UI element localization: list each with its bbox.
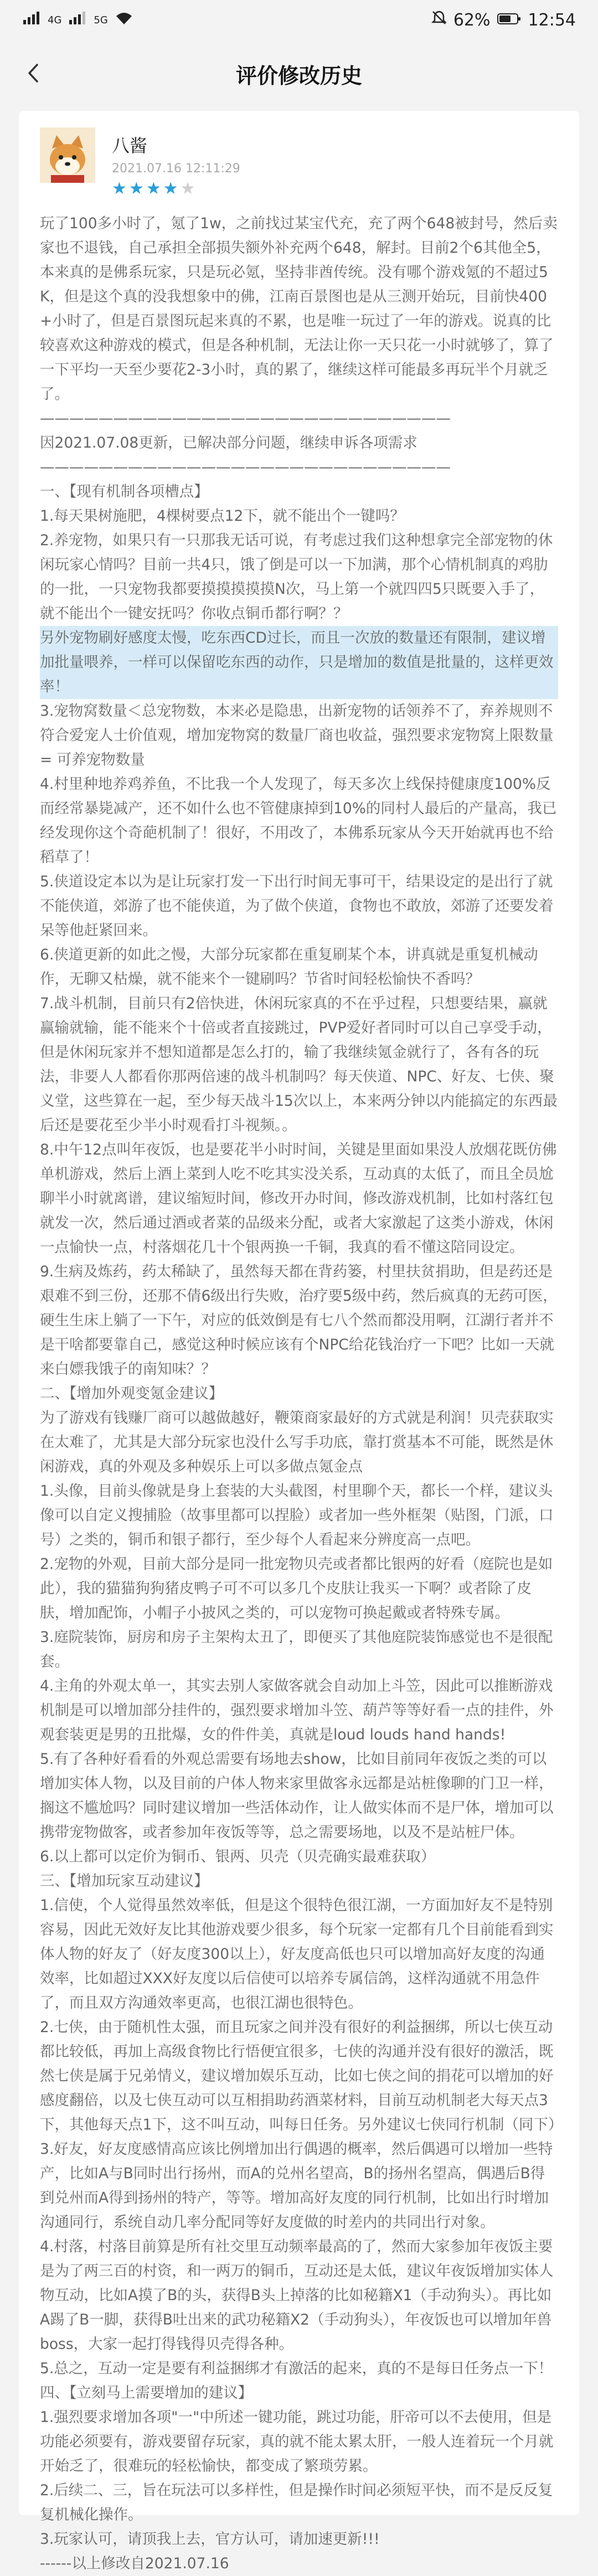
battery-icon: [497, 11, 522, 30]
divider-line: ————————————————————————————: [40, 410, 451, 427]
section-heading-1: 一、【现有机制各项槽点】: [40, 483, 209, 500]
list-item: 6.侠道更新的如此之慢，大部分玩家都在重复刷某个本，讲真就是重复机械动作，无聊又枯燥，就不能来个一键刷吗？节省时间轻松愉快不香吗？: [40, 946, 538, 988]
list-item: 4.村里种地养鸡养鱼，不比我一个人发现了，每天多次上线保持健康度100%反而经常暴毙减产，还不如什么也不管健康掉到10%的同村人最后的产量高，我已经发现你这个奇葩机制了！很好，不用改了，本佛系玩家从今天开始就再也不给稻草了！: [40, 776, 557, 866]
battery-percent: 62%: [453, 10, 491, 30]
section-heading-2: 二、【增加外观变氪金建议】: [40, 1385, 224, 1402]
reviewer-info: [112, 132, 240, 198]
list-item: 3.庭院装饰，厨房和房子主架构太丑了，即便买了其他庭院装饰感觉也不是很配套。: [40, 1629, 553, 1670]
list-item: 2.宠物的外观，目前大部分是同一批宠物贝壳或者都比银两的好看（庭院也是如此），我的猫猫狗狗猪皮鸭子可不可以多几个皮肤让我买一下啊？或者除了皮肤，增加配饰，小帽子小披风之类的，可以宠物可换起戴或者特殊专属。: [40, 1556, 553, 1621]
wifi-icon: [115, 11, 133, 30]
list-item: 3.宠物窝数量＜总宠物数，本来必是隐患，出新宠物的话领养不了，弃养规则不符合爱宠人士价值观，增加宠物窝的数量厂商也收益，强烈要求宠物窝上限数量 = 可养宠物数量: [40, 702, 558, 768]
avatar[interactable]: [40, 127, 95, 183]
section-heading-3: 三、【增加玩家互动建议】: [40, 1872, 209, 1890]
list-item: 4.村落，村落目前算是所有社交里互动频率最高的了，然而大家参加年夜饭主要是为了两三百的村资，和一两万的铜币，互动还是太低，建议年夜饭增加实体人物互动，比如A摸了B的头，获得B头上掉落的比如秘籍X1（手动狗头）。再比如A踢了B一脚，获得B吐出来的武功秘籍X2（手动狗头），年夜饭也可以增加年兽boss，大家一起打得钱得贝壳得各种。: [40, 2238, 554, 2353]
star-icon: ★: [163, 179, 181, 198]
edit-footer-note: ------以上修改自2021.07.16: [40, 2555, 229, 2572]
divider-line: ————————————————————————————: [40, 459, 451, 476]
list-item: 1.每天果树施肥，4棵树要点12下，就不能出个一键吗？: [40, 507, 405, 525]
list-item: 5.侠道设定本以为是让玩家打发一下出行时间无事可干，结果设定的是出行了就不能侠道，郊游了也不能侠道，为了做个侠道，食物也不敢放，郊游了还要发着呆等他赶紧回来。: [40, 873, 554, 939]
list-item: 9.生病及炼药，药太稀缺了，虽然每天都在背药篓，村里扶贫捐助，但是药还是艰难不到三份，还那不倩6级出行失败，治疗要5级中药，然后疯真的无药可医，硬生生床上躺了一下午，对应的低效倒是有七八个然而都没用啊，江湖行者并不是干啥都要靠自己，感觉这种时候应该有个NPC给花钱治疗一下吧？比如一天就来白嫖我饿子的南知味？？: [40, 1263, 558, 1378]
star-icon: ★: [112, 179, 129, 198]
list-item: 4.主角的外观太单一，其实去别人家做客就会自动加上斗笠，因此可以推断游戏机制是可以增加部分挂件的，强烈要求增加斗笠、葫芦等等好看一点的挂件，外观套装更是男的丑批爆，女的件件美，真就是loud louds hand hands!: [40, 1677, 554, 1743]
list-item: 5.有了各种好看看的外观总需要有场地去show，比如目前同年夜饭之类的可以增加实体人物，以及目前的户体人物来家里做客永远都是站桩像聊的门卫一样，搁这不尴尬吗？同时建议增加一些活体动作，让人做实体而不是尸体，增加可以携带宠物做客，或者参加年夜饭等等，总之需要场地，以及不是站桩尸体。: [40, 1751, 554, 1841]
mute-bell-icon: [431, 10, 447, 30]
status-right: [431, 10, 576, 30]
list-item: 2.七侠，由于随机性太强，而且玩家之间并没有很好的利益捆绑，所以七侠互动都比较低，再加上高级食物比行悟便宜很多，七侠的沟通并没有很好的激活，既然七侠是属于兄弟情义，建议增加娱乐互动，比如七侠之间的捐花可以增加的好感度翻倍，以及七侠互动可以互相捐助药酒菜材料，目前互动机制老大每天点3下，其他每天点1下，这不叫互动，叫每日任务。另外建议七侠同行机制（同下）: [40, 2019, 563, 2133]
star-icon: ★: [146, 179, 163, 198]
list-item: 1.头像，目前头像就是身上套装的大头截图，村里聊个天，都长一个样，建议头像可以自定义搜捕脸（故事里都可以捏脸）或者加一些外框架（贴图，门派，口号）之类的，铜币和银子都行，至少每个人看起来分辨度高一点吧。: [40, 1482, 554, 1548]
status-bar: [0, 0, 598, 40]
list-item: 7.战斗机制，目前只有2倍快进，休闲玩家真的不在乎过程，只想要结果，赢就赢输就输，能不能来个十倍或者直接跳过，PVP爱好者同时可以自己享受手动，但是休闲玩家并不想知道都是怎么打的，输了我继续氪金就行了，各有各的玩法，非要人人都看你那两倍速的战斗机制吗？每天侠道、NPC、好友、七侠、聚义堂，这些算在一起，至少每天战斗15次以上，本来两分钟以内能搞定的东西最后还是要花至少半小时观看打斗视频。。: [40, 995, 558, 1134]
list-item: 3.好友，好友度感情高应该比例增加出行偶遇的概率，然后偶遇可以增加一些特产，比如A与B同时出行扬州，而A的兑州名望高，B的扬州名望高，偶遇后B得到兑州而A得到扬州的特产，等等。增加高好友度的同行机制，比如出行时增加沟通同行，系统自动几率分配同等好友度做的时差内的共同出行对象。: [40, 2141, 553, 2231]
list-item: 2.养宠物，如果只有一只那我无话可说，有考虑过我们这种想拿完全部宠物的休闲玩家心情吗？目前一共4只，饿了倒是可以一下加满，那个心情机制真的鸡肋的一批，一只宠物我都要摸摸摸摸摸N次，马上第一个就四四5只既要入手了，就不能出个一键安抚吗？你收点铜币都行啊？？: [40, 532, 553, 622]
update-note: 因2021.07.08更新，已解决部分问题，继续申诉各项需求: [40, 434, 417, 451]
username[interactable]: 八酱: [112, 135, 148, 156]
paragraph-intro: 玩了100多小时了，氪了1w，之前找过某宝代充，充了两个648被封号，然后卖家也不退钱，自己承担全部损失额外补充两个648，解封。目前2个6其他全5，本来真的是佛系玩家，只是玩必氪，坚持非酋传统。没有哪个游戏氪的不超过5K，但是这个真的没我想象中的佛，江南百景图也是从三测开始玩，目前快400+小时了，但是百景图玩起来真的不累，也是唯一玩过了一年的游戏。说真的比较喜欢这种游戏的模式，但是各种机制，无法让你一天只花一小时就够了，算了一下平均一天至少要花2-3小时，真的累了，继续这样可能最多再玩半个月就乏了。: [40, 215, 558, 403]
star-icon: ★: [128, 179, 146, 198]
network-type-2: 5G: [94, 14, 108, 26]
review-body: [40, 212, 563, 2576]
highlighted-passage: 另外宠物刷好感度太慢，吃东西CD过长，而且一次放的数量还有限制，建议增加批量喂养，一样可以保留吃东西的动作，只是增加的数值是批量的，这样更效率！: [40, 626, 558, 699]
list-item: 1.信使，个人觉得虽然效率低，但是这个很特色很江湖，一方面加好友不是特别容易，因此无效好友比其他游戏要少很多，每个玩家一定都有几个目前能看到实体人物的好友了（好友度300以上），好友度高低也只可以增加高好友度的沟通效率，比如超过XXX好友度以后信使可以培养专属信鸽，这样沟通就不用急件了，而且双方沟通效率更高，也很江湖也很特色。: [40, 1897, 554, 2011]
review-card: [19, 111, 579, 2572]
status-left: [22, 11, 133, 30]
list-item: 5.总之，互动一定是要有利益捆绑才有激活的起来，真的不是每日任务点一下！: [40, 2360, 553, 2377]
rating-stars: [112, 179, 240, 198]
network-type: 4G: [48, 14, 62, 26]
section-intro: 为了游戏有钱赚厂商可以越做越好，鞭策商家最好的方式就是利润！贝壳获取实在太难了，尤其是大部分玩家也没什么写手功底，靠打赏基本不可能，既然是休闲游戏，真的外观及多种娱乐上可以多做点氪金点: [40, 1409, 554, 1475]
chevron-left-icon: [25, 62, 42, 84]
signal-icon: [22, 11, 41, 30]
list-item: 2.后续二、三，旨在玩法可以多样性，但是操作时间必须短平快，而不是反反复复机械化操作。: [40, 2482, 553, 2523]
shiba-dog-icon: [40, 127, 95, 183]
list-item: 8.中午12点叫年夜饭，也是要花半小时时间，关键是里面如果没人放烟花既仿佛单机游戏，然后上酒上菜到人吃不吃其实没关系，互动真的太低了，而且全员尬聊半小时就离谱，建议缩短时间，修改开办时间，修改游戏机制，比如村落红包就发一次，然后通过酒或者菜的品级来分配，或者大家激起了这类小游戏，休闲一点愉快一点，村落烟花几十个银两换一千铜，我真的看不懂这陪同设定。: [40, 1141, 557, 1256]
section-heading-4: 四、【立刻马上需要增加的建议】: [40, 2384, 253, 2401]
list-item: 1.强烈要求增加各项"一"中所述一键功能，跳过功能，肝帝可以不去使用，但是功能必须要有，游戏要留存玩家，真的就不能太累太肝，一般人连着玩一个月就开始乏了，很难玩的轻松愉快，都变成了繁琐劳累。: [40, 2409, 554, 2475]
page-title: 评价修改历史: [235, 63, 362, 88]
star-icon: ★: [180, 179, 198, 198]
signal-icon-2: [68, 11, 87, 30]
reviewer-header: [40, 127, 558, 205]
clock: 12:54: [528, 10, 576, 30]
nav-bar: [0, 40, 598, 107]
review-date: 2021.07.16 12:11:29: [112, 162, 240, 176]
list-item: 6.以上都可以定价为铜币、银两、贝壳（贝壳确实最难获取）: [40, 1848, 436, 1865]
list-item: 3.玩家认可，请顶我上去，官方认可，请加速更新!!!: [40, 2531, 380, 2548]
back-button[interactable]: [17, 57, 50, 90]
